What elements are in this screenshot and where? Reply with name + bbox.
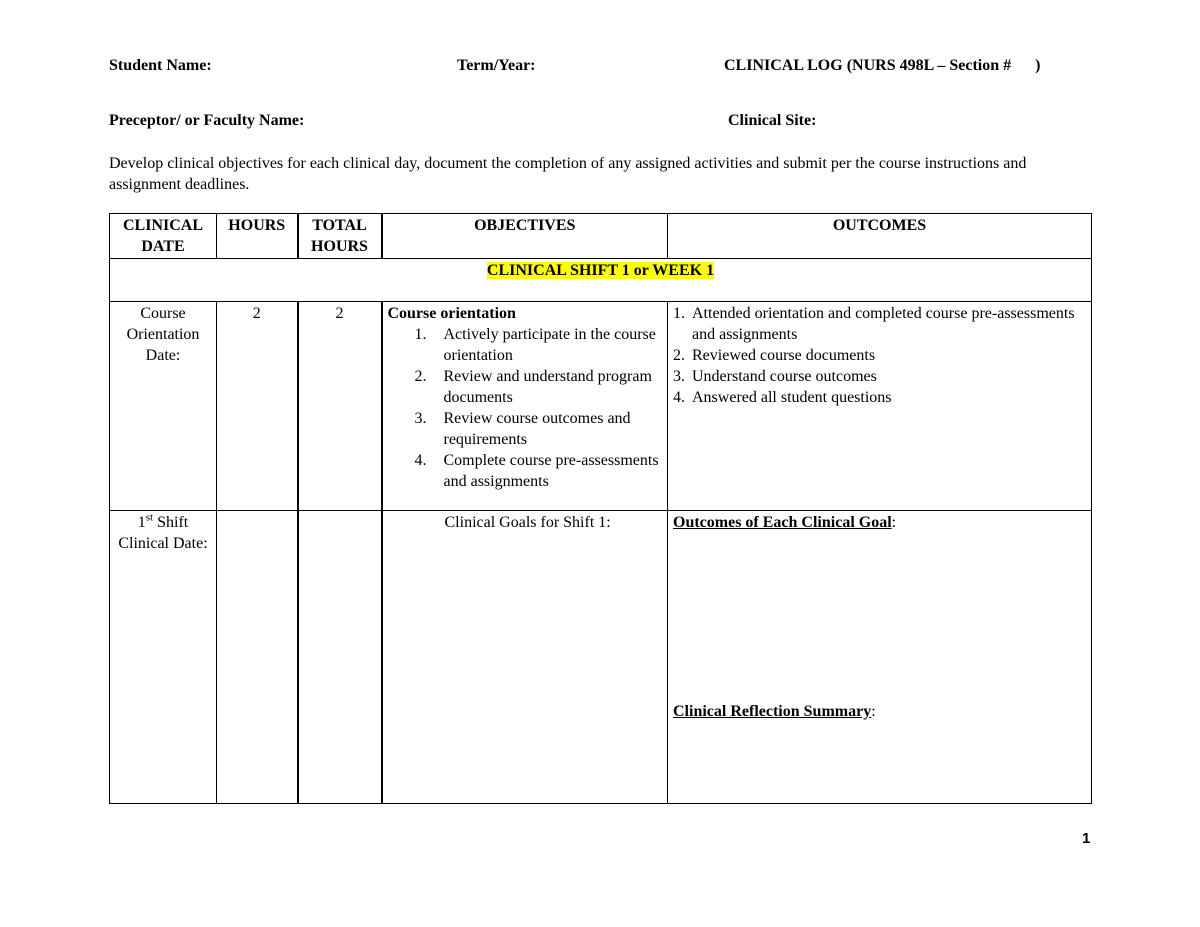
student-name-label: Student Name: [109, 57, 212, 74]
clinical-date-cell: 1st Shift Clinical Date: [110, 511, 217, 804]
table-row [110, 302, 1092, 511]
column-header: OBJECTIVES [382, 214, 668, 259]
hours-cell: 2 [217, 302, 298, 511]
list-item: 2. Reviewed course documents [673, 347, 876, 364]
clinical-site-label: Clinical Site: [728, 112, 817, 129]
clinical-date-cell: Course Orientation Date: [110, 302, 217, 511]
section-heading: CLINICAL SHIFT 1 or WEEK 1 [486, 262, 715, 279]
list-item: 3. Understand course outcomes [673, 368, 877, 385]
table-header-row [110, 214, 1092, 259]
section-heading-row [110, 259, 1092, 302]
instructions-paragraph: Develop clinical objectives for each clinical day, document the completion of any assigned activities and submit per the course instructions and assignment deadlines. [109, 155, 1027, 193]
column-header: TOTAL HOURS [298, 214, 382, 259]
total-hours-cell [298, 511, 382, 804]
preceptor-label: Preceptor/ or Faculty Name: [109, 112, 305, 129]
clinical-log-title: CLINICAL LOG (NURS 498L – Section # ) [724, 57, 1041, 74]
page-number: 1 [1082, 830, 1091, 847]
term-year-label: Term/Year: [457, 57, 536, 74]
outcomes-cell: Outcomes of Each Clinical Goal: Clinical Reflection Summary: [668, 511, 1092, 804]
hours-cell [217, 511, 298, 804]
clinical-goals-label: Clinical Goals for Shift 1: [444, 514, 611, 531]
reflection-heading: Clinical Reflection Summary [673, 703, 872, 720]
list-item: 3. Review course outcomes and requirements [414, 410, 631, 448]
objectives-title: Course orientation [387, 305, 516, 322]
outcomes-list [673, 303, 1086, 408]
table-row [110, 511, 1092, 804]
list-item: 2. Review and understand program documents [414, 368, 652, 406]
column-header: HOURS [217, 214, 298, 259]
objectives-list [388, 324, 663, 492]
list-item: 4. Complete course pre-assessments and assignments [414, 452, 659, 490]
list-item: 1. Actively participate in the course orientation [414, 326, 656, 364]
column-header: OUTCOMES [668, 214, 1092, 259]
objectives-cell [382, 302, 668, 511]
list-item: 1. Attended orientation and completed course pre-assessments and assignments [673, 305, 1075, 343]
column-header: CLINICAL DATE [110, 214, 217, 259]
outcomes-heading: Outcomes of Each Clinical Goal [673, 514, 892, 531]
outcomes-cell [668, 302, 1092, 511]
objectives-cell [382, 511, 668, 804]
list-item: 4. Answered all student questions [673, 389, 892, 406]
total-hours-cell: 2 [298, 302, 382, 511]
clinical-log-table [109, 213, 1092, 804]
